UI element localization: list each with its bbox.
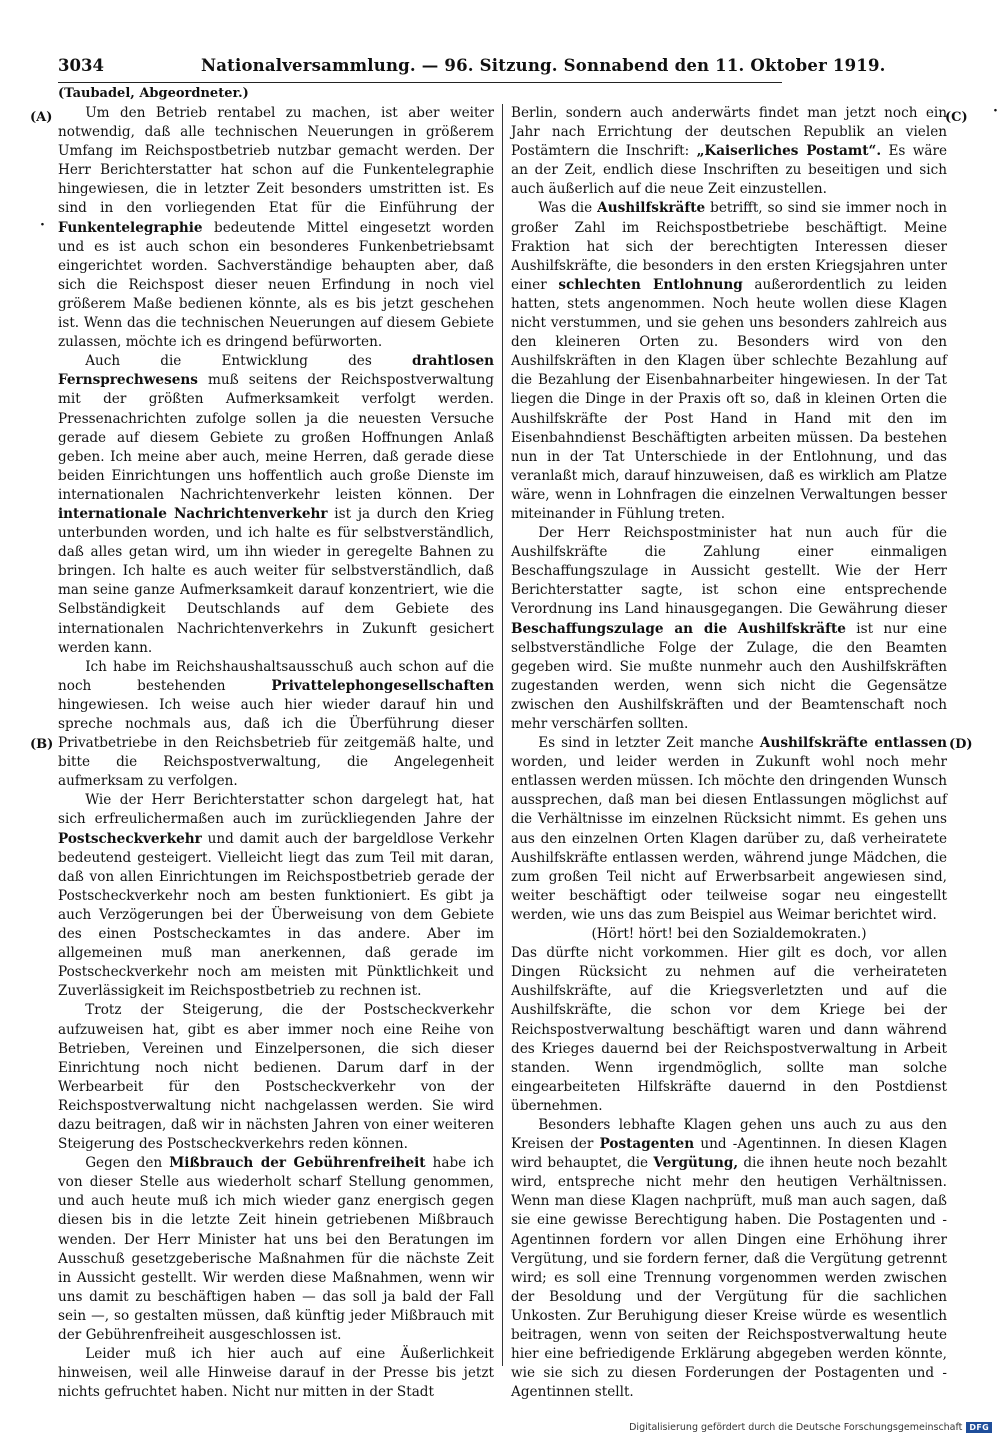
- paragraph: Ich habe im Reichshaushaltsausschuß auch schon auf die noch bestehenden Privattelephongesellschaften hingewiesen. Ich weise auch hier wieder darauf hin und spreche nochmals aus, daß ich die Überführung dieser Privatbetriebe in den Reichsbetrieb für zeitgemäß halte, und bitte die Reichspostverwaltung, die Angelegenheit aufmerksam zu verfolgen.: [58, 658, 494, 790]
- dfg-logo: DFG: [966, 1422, 992, 1433]
- paragraph: Besonders lebhafte Klagen gehen uns auch zu aus den Kreisen der Postagenten und -Agentinnen. In diesen Klagen wird behauptet, die Vergütung, die ihnen heute noch bezahlt wird, entspreche nicht mehr den heutigen Verhältnissen. Wenn man diese Klagen nachprüft, muß man auch sagen, daß sie eine gewisse Berechtigung haben. Die Postagenten und -Agentinnen fordern vor allen Dingen eine Erhöhung ihrer Vergütung, und sie fordern ferner, daß die Vergütung getrennt wird; es soll eine Trennung vorgenommen werden zwischen der Besoldung und der Vergütung für die sachlichen Unkosten. Zur Beruhigung dieser Kreise würde es wesentlich beitragen, wenn von seiten der Reichspostverwaltung heute hier eine befriedigende Erklärung abgegeben werden könnte, wie sie sich zu diesen Forderungen der Postagenten und -Agentinnen stellt.: [511, 1116, 948, 1401]
- paragraph: Der Herr Reichspostminister hat nun auch für die Aushilfskräfte die Zahlung einer einmaligen Beschaffungszulage in Aussicht gestellt. Wie der Herr Berichterstatter sagte, ist schon eine entsprechende Verordnung ins Land hinausgegangen. Die Gewährung dieser Beschaffungszulage an die Aushilfskräfte ist nur eine selbstverständliche Folge der Zulage, die den Beamten gegeben wird. Sie mußte nunmehr auch den Aushilfskräften zugestanden werden, wenn sich nicht die Gegensätze zwischen den Aushilfskräften und der Beamtenschaft noch mehr verschärfen sollten.: [511, 525, 947, 732]
- page-number: 3034: [58, 56, 104, 75]
- page-header: [58, 54, 886, 80]
- margin-mark-d: (D): [949, 737, 973, 752]
- credit-text: Digitalisierung gefördert durch die Deutsche Forschungsgemeinschaft: [629, 1421, 963, 1433]
- paragraph: Wie der Herr Berichterstatter schon dargelegt hat, hat sich erfreulichermaßen auch im zurückliegenden Jahre der Postscheckverkehr und damit auch der bargeldlose Verkehr bedeutend gesteigert. Vielleicht liegt das zum Teil mit daran, daß von allen Einrichtungen im Reichspostbetrieb gerade der Postscheckverkehr noch am besten funktioniert. Es gibt ja auch Verzögerungen bei der Überweisung von dem Gebiete des einen Postscheckamtes in das andere. Aber im allgemeinen muß man anerkennen, daß gerade im Postscheckverkehr noch am meisten mit Pünktlichkeit und Zuverlässigkeit im Reichspostbetrieb zu rechnen ist.: [58, 792, 494, 1000]
- paragraph: Um den Betrieb rentabel zu machen, ist aber weiter notwendig, daß alle technischen Neuerungen in größerem Umfang im Reichspostbetrieb nutzbar gemacht werden. Der Herr Berichterstatter hat schon auf die Funkentelegraphie hingewiesen, die in letzter Zeit besonders umstritten ist. Es sind in den vorliegenden Etat für die Einführung der Funkentelegraphie bedeutende Mittel eingesetzt worden und es ist auch schon ein besonderes Funkenbetriebsamt eingerichtet worden. Sachverständige behaupten aber, daß sich die Reichspost dieser neuen Erfindung in noch viel größerem Maße bedienen könnte, als es bis jetzt geschehen ist. Wenn das die technischen Neuerungen auf diesem Gebiete zulassen, möchte ich es dringend befürworten.: [58, 105, 494, 351]
- column-divider: [502, 104, 503, 1366]
- digitization-credit: [629, 1420, 992, 1434]
- paragraph: Auch die Entwicklung des drahtlosen Fernsprechwesens muß seitens der Reichspostverwaltung mit der größten Aufmerksamkeit verfolgt werden. Pressenachrichten zufolge sollen ja die neuesten Versuche gerade auf diesem Gebiete zu großen Hoffnungen Anlaß geben. Ich meine aber auch, meine Herren, daß gerade diese beiden Einrichtungen uns hoffentlich auch große Dienste im internationalen Nachrichtenverkehr leisten können. Der internationale Nachrichtenverkehr ist ja durch den Krieg unterbunden worden, und ich halte es für selbstverständlich, daß alles getan wird, um ihn wieder in geregelte Bahnen zu bringen. Ich halte es auch weiter für selbstverständlich, daß man seine ganze Aufmerksamkeit darauf konzentriert, wie die Selbständigkeit Deutschlands auf dem Gebiete des internationalen Nachrichtenverkehrs in Zukunft gesichert werden kann.: [58, 353, 494, 656]
- paragraph: Leider muß ich hier auch auf eine Äußerlichkeit hinweisen, weil alle Hinweise darauf in der Presse bis jetzt nichts gefruchtet haben. Nicht nur mitten in der Stadt: [58, 1346, 494, 1401]
- interjection: (Hört! hört! bei den Sozialdemokraten.): [591, 926, 867, 943]
- margin-mark-a: (A): [30, 110, 53, 125]
- paragraph: Trotz der Steigerung, die der Postscheckverkehr aufzuweisen hat, gibt es aber immer noch eine Reihe von Betrieben, Vereinen und Einzelpersonen, die sich dieser Einrichtung noch nicht bedienen. Darum darf in der Werbearbeit für den Postscheckverkehr von der Reichspostverwaltung nicht nachgelassen werden. Sie wird dazu beitragen, daß wir in nächsten Jahren von einer weiteren Steigerung des Postscheckverkehrs reden können.: [58, 1002, 494, 1153]
- margin-mark-c: (C): [945, 110, 968, 125]
- margin-dot-left: ·: [40, 217, 45, 233]
- right-column: [511, 104, 947, 1402]
- paragraph: Was die Aushilfskräfte betrifft, so sind sie immer noch in großer Zahl im Reichspostbetriebe beschäftigt. Meine Fraktion hat sich der berechtigten Interessen dieser Aushilfskräfte, die besonders in den ersten Kriegsjahren unter einer schlechten Entlohnung außerordentlich zu leiden hatten, stets angenommen. Noch heute wollen diese Klagen nicht verstummen, und sie gehen uns besonders zahlreich aus den kleineren Orten zu. Besonders wird von den Aushilfskräften in den Klagen über schlechte Bezahlung auf die Bezahlung der Eisenbahnarbeiter hingewiesen. In der Tat liegen die Dinge in der Praxis oft so, daß in kleinen Orten die Aushilfskräfte der Post Hand in Hand mit den im Eisenbahndienst Beschäftigten arbeiten müssen. Da bestehen nun in der Tat Unterschiede in der Entlohnung, und das veranlaßt mich, darauf hinzuweisen, daß es wirklich am Platze wäre, wenn in Lohnfragen die einzelnen Verwaltungen besser miteinander in Fühlung treten.: [511, 200, 947, 522]
- paragraph: Berlin, sondern auch anderwärts findet man jetzt noch ein Jahr nach Errichtung der deutschen Republik an vielen Postämtern die Inschrift: „Kaiserliches Postamt“. Es wäre an der Zeit, endlich diese Inschriften zu beseitigen und sich auch äußerlich auf die neue Zeit einzustellen.: [511, 105, 947, 198]
- left-column: [58, 104, 494, 1402]
- header-rule: [58, 82, 782, 83]
- margin-mark-b: (B): [30, 737, 54, 752]
- running-title: Nationalversammlung. — 96. Sitzung. Sonnabend den 11. Oktober 1919.: [201, 56, 886, 75]
- paragraph: Gegen den Mißbrauch der Gebührenfreiheit habe ich von dieser Stelle aus wiederholt scharf Stellung genommen, und auch heute muß ich mich wieder ganz energisch gegen diesen bis in die letzte Zeit hinein getriebenen Mißbrauch wenden. Der Herr Minister hat uns bei den Beratungen im Ausschuß gesetzgeberische Maßnahmen für die nächste Zeit in Aussicht gestellt. Wir werden diese Maßnahmen, wenn wir uns damit zu beschäftigen haben — das soll ja bald der Fall sein —, so gestalten müssen, daß künftig jeder Mißbrauch mit der Gebührenfreiheit ausgeschlossen ist.: [58, 1155, 494, 1343]
- paragraph: Das dürfte nicht vorkommen. Hier gilt es doch, vor allen Dingen Rücksicht zu nehmen auf die verheirateten Aushilfskräfte, auf die Kriegsverletzten und auf die Aushilfskräfte, die schon vor dem Kriege bei der Reichspostverwaltung beschäftigt waren und dann während des Krieges dauernd bei der Reichspostverwaltung in Arbeit standen. Wenn irgendmöglich, sollte man solche eingearbeiteten Hilfskräfte dauernd in den Postdienst übernehmen.: [511, 945, 947, 1114]
- speaker-label: (Taubadel, Abgeordneter.): [58, 86, 249, 101]
- paragraph: Es sind in letzter Zeit manche Aushilfskräfte entlassen worden, und leider werden in Zukunft wohl noch mehr entlassen werden müssen. Ich möchte den dringenden Wunsch aussprechen, daß man bei diesen Entlassungen möglichst auf die Verhältnisse im einzelnen Rücksicht nimmt. Es gehen uns aus den einzelnen Orten Klagen darüber zu, daß verheiratete Aushilfskräfte entlassen werden, während junge Mädchen, die zum großen Teil nicht auf Erwerbsarbeit angewiesen sind, weiter beschäftigt oder teilweise sogar neu eingestellt werden, wie uns das zum Beispiel aus Weimar berichtet wird.: [511, 735, 947, 923]
- margin-dot-right: ·: [993, 103, 998, 119]
